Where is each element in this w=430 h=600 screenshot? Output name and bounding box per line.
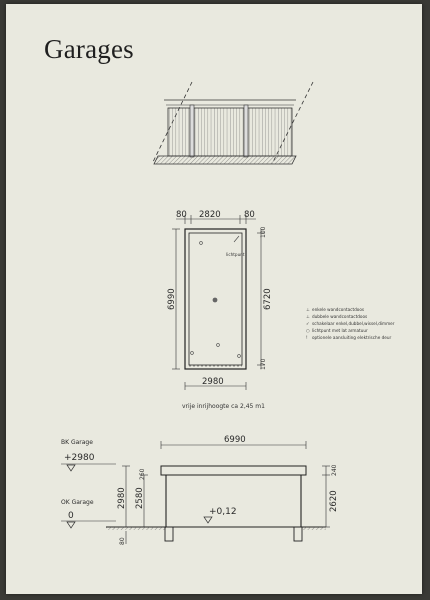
legend: [306, 307, 395, 340]
floor-plan: [167, 210, 273, 410]
page-title: Garages: [44, 34, 134, 64]
legend-symbol-4: ○: [306, 328, 310, 333]
dim-inner-width: 2820: [199, 210, 221, 220]
legend-item-2: dubbele wandcontactdoos: [312, 314, 368, 319]
legend-item-1: enkele wandcontactdoos: [312, 307, 365, 312]
light-point-icon: [213, 298, 218, 303]
section-roof-right: 240: [331, 464, 338, 476]
legend-symbol-3: ✓: [306, 321, 310, 326]
floor-level-marker-icon: [204, 517, 212, 523]
garage-sketch: [153, 82, 313, 164]
bk-level-marker-icon: [67, 465, 75, 471]
ok-label: OK Garage: [61, 499, 94, 506]
single-socket-icon: [191, 352, 194, 355]
section-view: [61, 435, 339, 545]
dim-outer-width: 2980: [202, 377, 224, 387]
ok-level: 0: [68, 511, 74, 521]
dim-inner-length: 6720: [263, 288, 273, 310]
legend-item-5: optionele aansluiting elektrische deur: [312, 335, 392, 340]
section-total-height: 2980: [117, 487, 127, 509]
legend-item-3: schakelaar enkel,dubbel,wissel,dimmer: [312, 321, 395, 326]
dim-bottom-offset: 170: [260, 358, 267, 370]
legend-item-4: lichtpunt met lat armatuur: [312, 328, 368, 333]
light-label: lichtpunt: [226, 252, 245, 257]
door-contact-icon: [238, 355, 241, 358]
dim-wall-left: 80: [176, 210, 187, 220]
dim-wall-right: 80: [244, 210, 255, 220]
floor-level: +0,12: [209, 507, 237, 517]
section-inner-height: 2580: [135, 487, 145, 509]
dim-top-offset: 100: [260, 226, 267, 238]
section-length: 6990: [224, 435, 246, 445]
drawing-sheet: [6, 4, 422, 594]
bk-label: BK Garage: [61, 439, 93, 446]
legend-symbol-1: ⊥: [306, 307, 310, 312]
ok-level-marker-icon: [67, 522, 75, 528]
section-foundation: 80: [119, 537, 126, 545]
legend-symbol-5: !: [306, 335, 308, 340]
section-door-height: 2620: [329, 490, 339, 512]
drawing-canvas: [6, 4, 422, 594]
clearance-note: vrije inrijhoogte ca 2,45 m1: [182, 403, 265, 410]
bk-level: +2980: [64, 453, 95, 463]
double-socket-icon: [217, 344, 220, 347]
legend-symbol-2: ⊥: [306, 314, 310, 319]
section-roof-left: 260: [139, 468, 146, 480]
dim-total-length: 6990: [167, 288, 177, 310]
switch-icon: [200, 242, 203, 245]
